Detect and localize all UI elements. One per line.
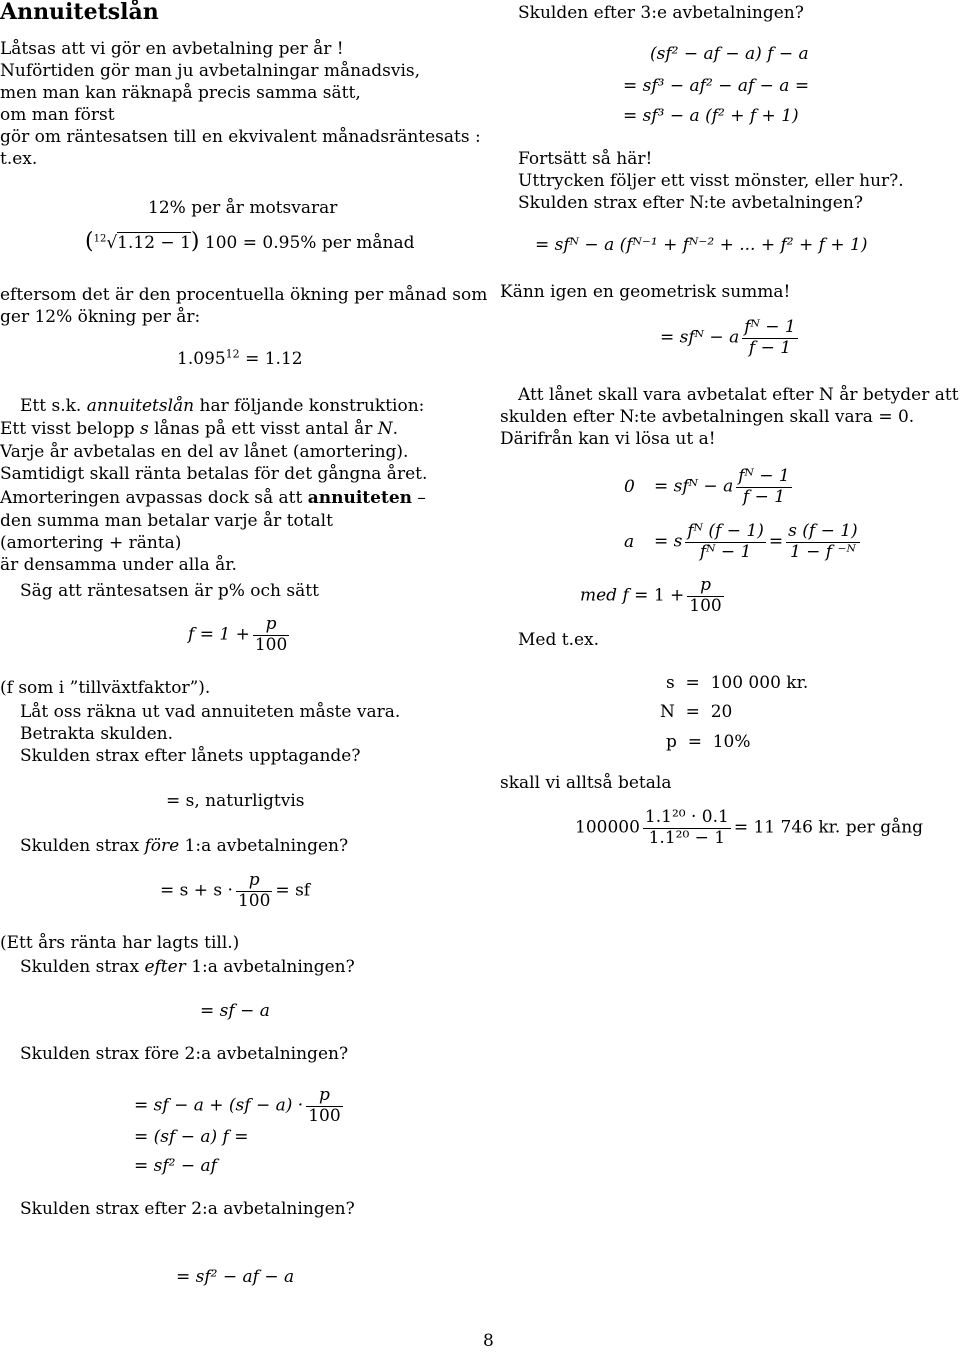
- amort-term: annuiteten: [307, 488, 412, 508]
- eq-numerator: 1.1²⁰ · 0.1: [644, 807, 729, 827]
- intro-line: Nuförtiden gör man ju avbetalningar månadsvis,: [0, 61, 421, 82]
- eq-denominator: 100: [254, 634, 288, 655]
- text-segment: 1:a avbetalningen?: [179, 836, 349, 856]
- eq-general: = sfᴺ − a (fᴺ⁻¹ + fᴺ⁻² + ... + f² + f + 1): [535, 235, 868, 255]
- eq-numerator: fᴺ − 1: [744, 317, 796, 337]
- text-segment: 1:a avbetalningen?: [185, 957, 355, 977]
- text-segment: Skulden strax: [20, 836, 145, 856]
- monthly-rate-equation: ($^{12}$√1.12 − 1) 100 = 0.95% per månad: [85, 229, 415, 254]
- text-line: Att lånet skall vara avbetalat efter N år betyder att: [518, 385, 959, 405]
- eq-after-second: = sf² − af − a: [176, 1267, 295, 1287]
- eq-rhs: = 11 746 kr. per gång: [733, 817, 924, 838]
- eq-lhs: = sfᴺ − a: [660, 327, 740, 348]
- eq-denominator: 100: [237, 890, 271, 911]
- intro-line: Låtsas att vi gör en avbetalning per år !: [0, 39, 344, 59]
- eq-denominator: f − 1: [742, 338, 798, 359]
- text-line: (amortering + ränta): [0, 533, 182, 554]
- eq-lhs: 100000: [575, 817, 640, 838]
- after-third-payment: Skulden efter 3:e avbetalningen?: [518, 3, 804, 23]
- text-line: Varje år avbetalas en del av lånet (amortering).: [0, 442, 409, 462]
- eq-denominator: 100: [308, 1105, 341, 1126]
- definition-line: [20, 395, 424, 417]
- eq-numerator: p: [265, 614, 277, 634]
- before-second-payment: Skulden strax före 2:a avbetalningen?: [20, 1044, 349, 1064]
- text-segment: lånas på ett visst antal år: [148, 419, 378, 439]
- example-s: s = 100 000 kr.: [666, 673, 809, 693]
- eq-exponent: 12: [225, 347, 240, 361]
- eq-numerator: fᴺ − 1: [738, 466, 790, 486]
- rate-definition: Säg att räntesatsen är p% och sätt: [20, 581, 319, 601]
- eq-before-second-row1: [134, 1086, 346, 1126]
- f-note: (f som i ”tillväxtfaktor”).: [0, 678, 211, 698]
- geometric-sum: Känn igen en geometrisk summa!: [500, 282, 791, 302]
- emphasis: efter: [144, 957, 186, 977]
- root-rest: 100 = 0.95% per månad: [204, 233, 415, 253]
- continue-lines: [518, 148, 904, 214]
- eq-rhs: = s: [654, 531, 683, 552]
- text-line: Fortsätt så här!: [518, 149, 653, 169]
- interest-note: (Ett års ränta har lagts till.): [0, 933, 240, 953]
- before-first-payment: [20, 835, 348, 857]
- eq-lhs: = s + s ·: [160, 880, 233, 901]
- text-line: Betrakta skulden.: [20, 724, 174, 745]
- eq-numerator: s (f − 1): [788, 521, 858, 541]
- example-p: p = 10%: [666, 732, 751, 752]
- eq-numerator: p: [248, 870, 260, 890]
- eq-numerator: fᴺ (f − 1): [687, 521, 764, 541]
- definition-lines: [0, 441, 427, 485]
- eq-third-row3: = sf³ − a (f² + f + 1): [623, 106, 799, 126]
- text-segment: Amorteringen avpassas dock så att: [0, 488, 308, 508]
- eq-1095: [177, 348, 303, 370]
- eq-numerator: p: [318, 1085, 330, 1105]
- root-index: 12: [93, 233, 107, 245]
- eq-third-row2: = sf³ − af² − af − a =: [623, 76, 810, 96]
- eq-denominator: f − 1: [736, 487, 792, 508]
- eq-sign: =: [768, 531, 784, 552]
- eq-denominator: 1.1²⁰ − 1: [643, 828, 731, 849]
- eq-geometric: [660, 318, 801, 358]
- eq-row: = sf − a + (sf − a) ·: [134, 1095, 304, 1116]
- intro-paragraph: [0, 38, 481, 171]
- payment-intro: skall vi alltså betala: [500, 773, 672, 793]
- eq-denominator: fᴺ − 1: [685, 542, 765, 563]
- text-line: ger 12% ökning per år:: [0, 307, 201, 328]
- intro-line: t.ex.: [0, 149, 38, 170]
- eq-before-second-row2: = (sf − a) f =: [134, 1127, 249, 1147]
- eq-rhs: = sfᴺ − a: [654, 476, 734, 497]
- text-line: eftersom det är den procentuella ökning per månad som: [0, 285, 488, 305]
- rate-caption: 12% per år motsvarar: [148, 198, 338, 218]
- eq-rhs: = sf: [275, 880, 311, 901]
- eq-rhs: = 1 +: [634, 585, 685, 606]
- eq-lhs: med f: [580, 585, 629, 606]
- eq-lhs: 0: [624, 476, 635, 497]
- eq-third-row1: (sf² − af − a) f − a: [650, 44, 809, 64]
- text-line: Uttrycken följer ett visst mönster, eller hur?.: [518, 171, 904, 192]
- emphasis: före: [144, 836, 180, 856]
- text-line: är densamma under alla år.: [0, 555, 237, 576]
- eq-denominator: 1 − f ⁻ᴺ: [786, 542, 860, 563]
- text-line: Skulden strax efter lånets upptagande?: [20, 746, 361, 767]
- text-line: skulden efter N:te avbetalningen skall vara = 0.: [500, 407, 915, 428]
- eq-lhs: f = 1 +: [188, 624, 250, 645]
- solve-row1: [624, 467, 795, 507]
- intro-line: men man kan räknapå precis samma sätt,: [0, 83, 361, 104]
- eq-after-first: = sf − a: [200, 1001, 270, 1021]
- root-radicand: 1.12 − 1: [117, 233, 191, 253]
- text-segment: Ett visst belopp: [0, 419, 140, 439]
- text-line: Skulden strax efter N:te avbetalningen?: [518, 193, 863, 214]
- text-line: Därifrån kan vi lösa ut a!: [500, 429, 716, 450]
- para-after: [0, 284, 487, 328]
- def-term: annuitetslån: [86, 396, 195, 416]
- eq-base: 1.095: [177, 349, 226, 369]
- eq-before-second-row3: = sf² − af: [134, 1156, 217, 1176]
- eq-before-first: [160, 871, 310, 911]
- amortization-line: [0, 487, 426, 509]
- text-segment: –: [412, 488, 426, 508]
- f-definition: [188, 615, 292, 655]
- eq-lhs: a: [624, 531, 635, 552]
- eq-denominator: 100: [689, 595, 722, 616]
- eq-s: = s, naturligtvis: [166, 791, 305, 811]
- text-line: Samtidigt skall ränta betalas för det gångna året.: [0, 464, 428, 485]
- loan-line: Ett visst belopp s lånas på ett visst antal år N.: [0, 419, 399, 439]
- text-segment: Skulden strax: [20, 957, 145, 977]
- eq-numerator: p: [700, 575, 711, 595]
- intro-line: om man först: [0, 105, 115, 126]
- after-first-payment: [20, 956, 355, 978]
- text-line: den summa man betalar varje år totalt: [0, 511, 333, 531]
- solve-row3: [580, 576, 727, 616]
- page-number: 8: [483, 1331, 494, 1351]
- def-prefix: Ett s.k.: [20, 396, 87, 416]
- solve-row2: [624, 522, 863, 562]
- after-second-payment: Skulden strax efter 2:a avbetalningen?: [20, 1199, 355, 1219]
- paid-lines: [500, 384, 959, 450]
- example-label: Med t.ex.: [518, 630, 600, 650]
- payment-equation: [575, 808, 923, 848]
- example-N: N = 20: [660, 702, 733, 722]
- calc-lines: [20, 701, 400, 767]
- eq-rest: = 1.12: [239, 349, 303, 369]
- page-title: Annuitetslån: [0, 0, 159, 25]
- intro-line: gör om räntesatsen till en ekvivalent månadsräntesats :: [0, 127, 481, 148]
- amortization-lines: [0, 510, 333, 576]
- text-line: Låt oss räkna ut vad annuiteten måste vara.: [20, 702, 401, 722]
- def-suffix: har följande konstruktion:: [194, 396, 425, 416]
